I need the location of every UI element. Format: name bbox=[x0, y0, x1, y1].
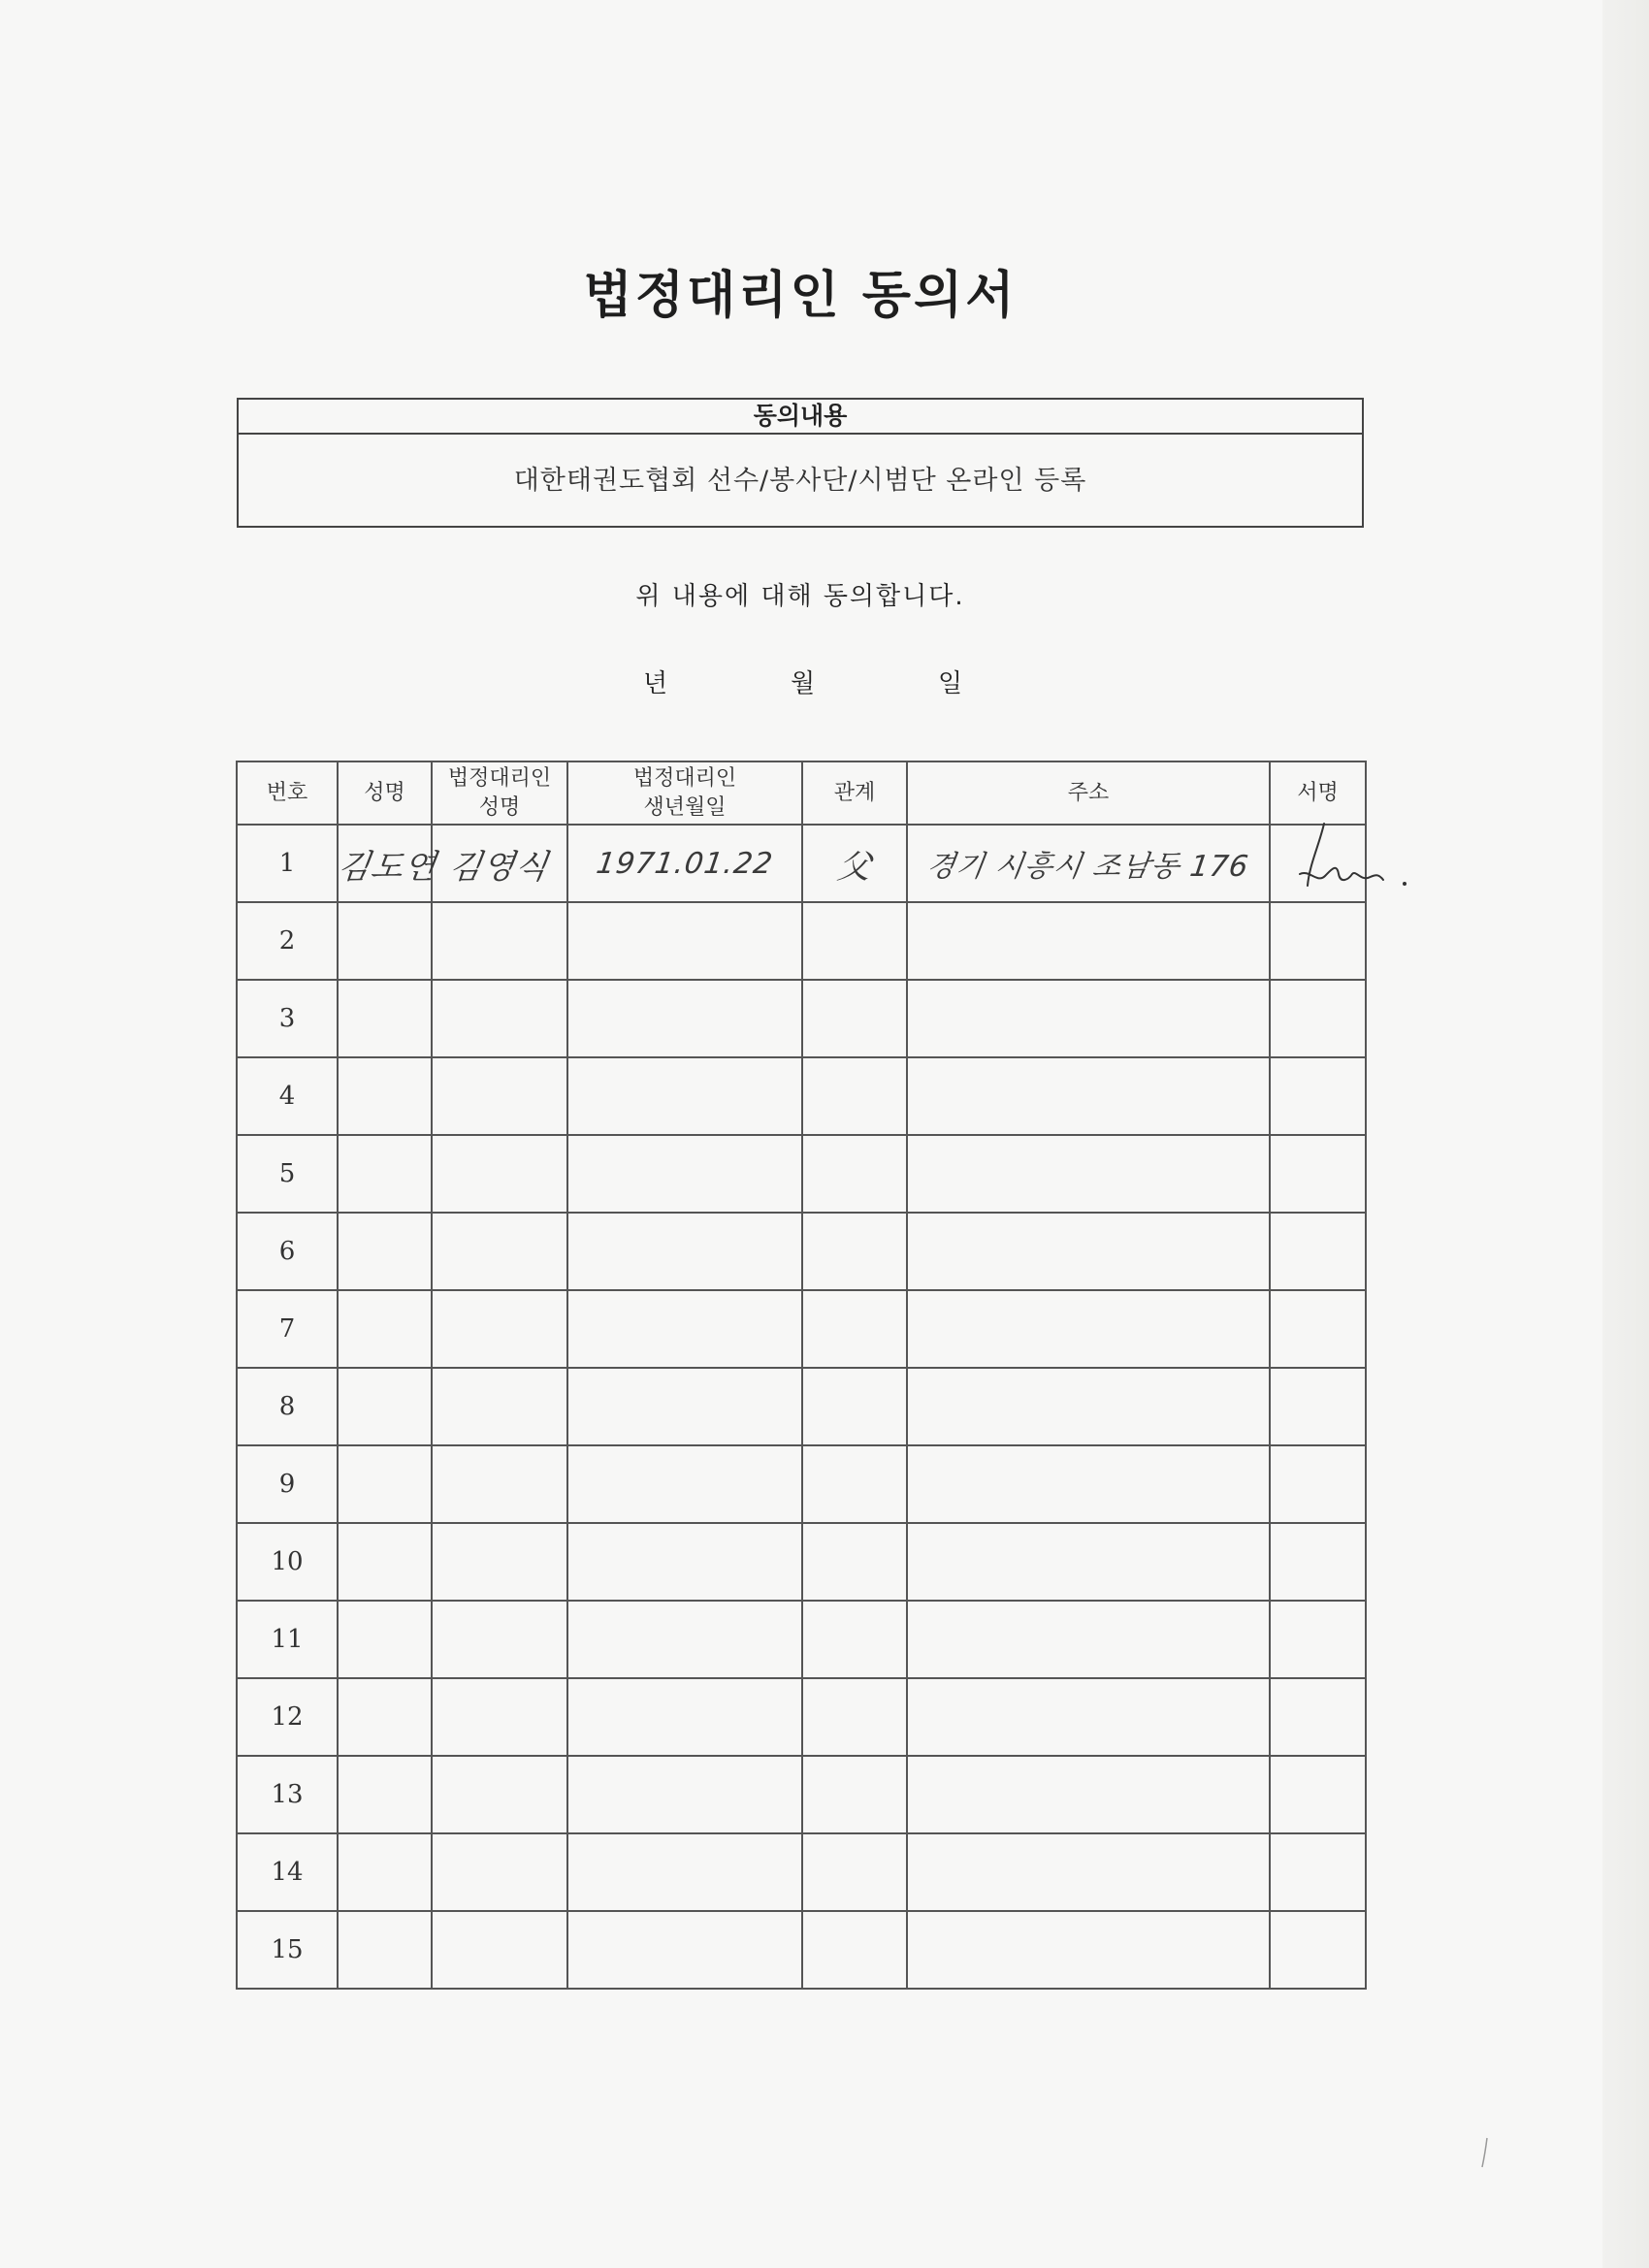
cell-guardian-name bbox=[432, 1523, 567, 1601]
cell-relation bbox=[802, 1135, 907, 1213]
table-body bbox=[237, 825, 1366, 1989]
cell-signature bbox=[1270, 1523, 1366, 1601]
header-guardian-name bbox=[432, 761, 567, 825]
cell-guardian-birth bbox=[567, 1523, 802, 1601]
cell-guardian-birth bbox=[567, 1135, 802, 1213]
table-row bbox=[237, 1290, 1366, 1368]
header-signature: 서명 bbox=[1270, 761, 1366, 825]
table-row bbox=[237, 1678, 1366, 1756]
cell-number: 15 bbox=[237, 1911, 338, 1989]
consent-body: 대한태권도협회 선수/봉사단/시범단 온라인 등록 bbox=[513, 466, 1087, 496]
consent-content-box bbox=[237, 398, 1364, 528]
cell-relation bbox=[802, 1290, 907, 1368]
cell-address bbox=[907, 1601, 1270, 1678]
header-guardian-name-line1: 법정대리인 bbox=[447, 765, 552, 791]
cell-name bbox=[338, 1523, 432, 1601]
cell-number: 14 bbox=[237, 1833, 338, 1911]
cell-name bbox=[338, 1368, 432, 1445]
cell-signature bbox=[1270, 1911, 1366, 1989]
cell-relation bbox=[802, 1678, 907, 1756]
cell-relation bbox=[802, 1601, 907, 1678]
cell-name bbox=[338, 980, 432, 1057]
cell-relation bbox=[802, 1445, 907, 1523]
cell-guardian-birth bbox=[567, 1290, 802, 1368]
cell-guardian-name bbox=[432, 1601, 567, 1678]
cell-name bbox=[338, 902, 432, 980]
cell-relation bbox=[802, 902, 907, 980]
header-guardian-birth-line2: 생년월일 bbox=[643, 794, 727, 820]
cell-name bbox=[338, 1756, 432, 1833]
cell-address bbox=[907, 825, 1270, 902]
table-row bbox=[237, 980, 1366, 1057]
cell-name bbox=[338, 1601, 432, 1678]
cell-number: 4 bbox=[237, 1057, 338, 1135]
handwritten-guardian-birth: 1971.01.22 bbox=[594, 846, 776, 881]
cell-guardian-name bbox=[432, 825, 567, 902]
cell-guardian-name bbox=[432, 980, 567, 1057]
cell-relation bbox=[802, 980, 907, 1057]
cell-number: 3 bbox=[237, 980, 338, 1057]
cell-relation bbox=[802, 1911, 907, 1989]
date-day-label: 일 bbox=[938, 669, 963, 698]
cell-guardian-name bbox=[432, 1290, 567, 1368]
header-guardian-birth-line1: 법정대리인 bbox=[632, 765, 737, 791]
date-year-label: 년 bbox=[643, 669, 668, 698]
cell-number: 12 bbox=[237, 1678, 338, 1756]
cell-guardian-birth bbox=[567, 902, 802, 980]
cell-guardian-name bbox=[432, 1678, 567, 1756]
cell-number: 5 bbox=[237, 1135, 338, 1213]
stray-pen-mark bbox=[1479, 2134, 1491, 2173]
handwritten-signature bbox=[1280, 816, 1426, 893]
table-row bbox=[237, 825, 1366, 902]
cell-name bbox=[338, 1833, 432, 1911]
cell-guardian-birth bbox=[567, 1213, 802, 1290]
cell-name bbox=[335, 825, 439, 902]
cell-guardian-birth bbox=[567, 1601, 802, 1678]
cell-signature bbox=[1270, 1756, 1366, 1833]
cell-number: 9 bbox=[237, 1445, 338, 1523]
handwritten-guardian-name: 김영식 bbox=[446, 847, 552, 887]
cell-guardian-birth bbox=[567, 980, 802, 1057]
cell-signature bbox=[1270, 1445, 1366, 1523]
header-number: 번호 bbox=[237, 761, 338, 825]
cell-signature bbox=[1270, 980, 1366, 1057]
header-name: 성명 bbox=[338, 761, 432, 825]
cell-address bbox=[907, 1523, 1270, 1601]
header-guardian-birth bbox=[567, 761, 802, 825]
cell-address bbox=[907, 980, 1270, 1057]
cell-name bbox=[338, 1135, 432, 1213]
cell-guardian-birth bbox=[567, 1756, 802, 1833]
cell-signature bbox=[1270, 1290, 1366, 1368]
table-row bbox=[237, 1911, 1366, 1989]
handwritten-address: 경기 시흥시 조남동 176 bbox=[924, 850, 1251, 884]
cell-guardian-birth bbox=[567, 1911, 802, 1989]
table-row bbox=[237, 1833, 1366, 1911]
cell-guardian-name bbox=[432, 1057, 567, 1135]
table-row bbox=[237, 1756, 1366, 1833]
table-header-row bbox=[237, 761, 1366, 825]
cell-name bbox=[338, 1057, 432, 1135]
cell-relation bbox=[802, 1368, 907, 1445]
cell-signature bbox=[1270, 1368, 1366, 1445]
cell-address bbox=[907, 1135, 1270, 1213]
cell-number: 1 bbox=[237, 825, 338, 902]
cell-guardian-birth bbox=[567, 1368, 802, 1445]
table-row bbox=[237, 1523, 1366, 1601]
cell-number: 6 bbox=[237, 1213, 338, 1290]
cell-signature bbox=[1270, 1601, 1366, 1678]
scan-page-edge bbox=[1602, 0, 1649, 2268]
cell-address bbox=[907, 1368, 1270, 1445]
cell-signature bbox=[1270, 1057, 1366, 1135]
cell-address bbox=[907, 1911, 1270, 1989]
cell-number: 11 bbox=[237, 1601, 338, 1678]
cell-guardian-name bbox=[432, 1213, 567, 1290]
cell-address bbox=[907, 1756, 1270, 1833]
table-row bbox=[237, 1368, 1366, 1445]
handwritten-relation: 父 bbox=[834, 847, 874, 887]
cell-number: 7 bbox=[237, 1290, 338, 1368]
cell-signature bbox=[1270, 825, 1366, 902]
cell-name bbox=[338, 1445, 432, 1523]
cell-signature bbox=[1270, 1213, 1366, 1290]
table-row bbox=[237, 1445, 1366, 1523]
cell-relation bbox=[802, 1057, 907, 1135]
cell-number: 10 bbox=[237, 1523, 338, 1601]
cell-address bbox=[907, 1213, 1270, 1290]
header-guardian-name-line2: 성명 bbox=[478, 794, 521, 820]
cell-guardian-birth bbox=[567, 1445, 802, 1523]
cell-address bbox=[907, 1678, 1270, 1756]
cell-guardian-name bbox=[432, 902, 567, 980]
agreement-statement: 위 내용에 대해 동의합니다. bbox=[635, 582, 965, 611]
cell-relation bbox=[802, 1833, 907, 1911]
cell-guardian-name bbox=[432, 1135, 567, 1213]
guardian-roster-table bbox=[236, 761, 1367, 1990]
cell-name bbox=[338, 1213, 432, 1290]
cell-guardian-name bbox=[432, 1756, 567, 1833]
cell-relation bbox=[802, 1756, 907, 1833]
cell-signature bbox=[1270, 902, 1366, 980]
cell-address bbox=[907, 1445, 1270, 1523]
cell-name bbox=[338, 1678, 432, 1756]
cell-name bbox=[338, 1290, 432, 1368]
cell-guardian-name bbox=[432, 1445, 567, 1523]
cell-guardian-name bbox=[432, 1911, 567, 1989]
cell-relation bbox=[802, 1523, 907, 1601]
consent-header: 동의내용 bbox=[239, 400, 1362, 435]
cell-number: 8 bbox=[237, 1368, 338, 1445]
cell-guardian-birth bbox=[567, 825, 802, 902]
cell-address bbox=[907, 902, 1270, 980]
cell-address bbox=[907, 1057, 1270, 1135]
table-row bbox=[237, 1601, 1366, 1678]
handwritten-name: 김도연 bbox=[335, 847, 439, 887]
cell-guardian-birth bbox=[567, 1057, 802, 1135]
cell-address bbox=[907, 1833, 1270, 1911]
cell-name bbox=[338, 1911, 432, 1989]
cell-number: 13 bbox=[237, 1756, 338, 1833]
cell-guardian-name bbox=[432, 1833, 567, 1911]
cell-relation bbox=[802, 825, 907, 902]
document-title: 법정대리인 동의서 bbox=[583, 267, 1018, 325]
cell-signature bbox=[1270, 1833, 1366, 1911]
header-relation: 관계 bbox=[802, 761, 907, 825]
table-row bbox=[237, 1135, 1366, 1213]
cell-guardian-birth bbox=[567, 1678, 802, 1756]
table-row bbox=[237, 1213, 1366, 1290]
table-row bbox=[237, 902, 1366, 980]
cell-guardian-name bbox=[432, 1368, 567, 1445]
cell-signature bbox=[1270, 1678, 1366, 1756]
cell-guardian-birth bbox=[567, 1833, 802, 1911]
date-month-label: 월 bbox=[791, 669, 816, 698]
table-row bbox=[237, 1057, 1366, 1135]
cell-relation bbox=[802, 1213, 907, 1290]
cell-signature bbox=[1270, 1135, 1366, 1213]
header-address: 주소 bbox=[907, 761, 1270, 825]
cell-address bbox=[907, 1290, 1270, 1368]
cell-number: 2 bbox=[237, 902, 338, 980]
